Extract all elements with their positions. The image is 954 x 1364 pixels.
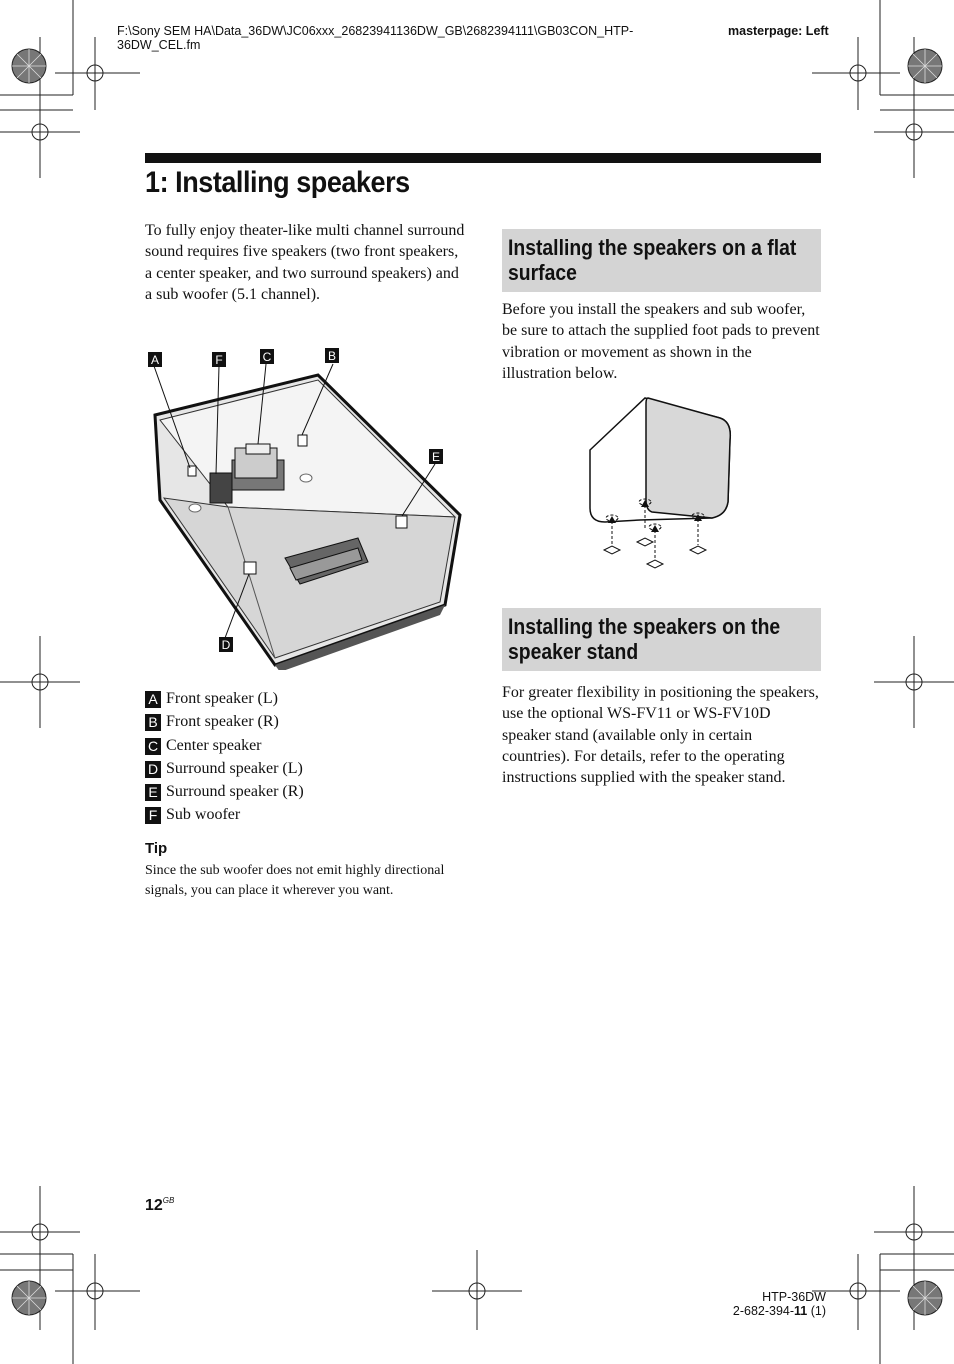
legend-item-c xyxy=(145,736,262,756)
page-number-suffix: GB xyxy=(162,1196,175,1205)
footer-model-code xyxy=(733,1290,826,1318)
legend-item-d xyxy=(145,759,303,779)
tip-heading: Tip xyxy=(145,840,168,857)
legend-item-e xyxy=(145,782,304,802)
callout-e: E xyxy=(431,450,441,464)
section-heading-line2: surface xyxy=(508,260,577,285)
legend-badge: D xyxy=(145,761,161,778)
tip-text: Since the sub woofer does not emit highly directional signals, you can place it wherever you want. xyxy=(145,863,445,898)
page-number xyxy=(145,1196,174,1215)
callout-f: F xyxy=(215,353,223,367)
model-number: HTP-36DW xyxy=(762,1290,826,1304)
legend-item-f xyxy=(145,805,240,825)
section-heading-line1: Installing the speakers on the xyxy=(508,614,781,639)
code-suffix: (1) xyxy=(807,1304,826,1318)
intro-paragraph: To fully enjoy theater-like multi channel surround sound requires five speakers (two front speakers, a center speaker, and two surround speakers) and a sub woofer (5.1 channel). xyxy=(145,222,465,303)
legend-text: Center speaker xyxy=(166,737,262,754)
legend-badge: A xyxy=(145,691,161,708)
file-path-line1: F:\Sony SEM HA\Data_36DW\JC06xxx_26823941136DW_GB\2682394111\GB03CON_HTP- xyxy=(117,24,634,38)
flat-surface-paragraph: Before you install the speakers and sub woofer, be sure to attach the supplied foot pads to prevent vibration or movement as shown in the illustration below. xyxy=(502,301,820,382)
document-code xyxy=(733,1304,826,1318)
callout-a: A xyxy=(150,353,160,367)
legend-badge: F xyxy=(145,807,161,824)
callout-b: B xyxy=(327,349,337,363)
file-path xyxy=(117,24,717,52)
section-heading-line2: speaker stand xyxy=(508,639,639,664)
speaker-stand-paragraph: For greater flexibility in positioning the speakers, use the optional WS-FV11 or WS-FV10D speaker stand (available only in certain countries). For details, refer to the operating instructions supplied with the speaker stand. xyxy=(502,684,819,787)
callout-c: C xyxy=(262,350,272,364)
legend-text: Front speaker (L) xyxy=(166,690,278,707)
legend-text: Sub woofer xyxy=(166,806,241,823)
legend-text: Front speaker (R) xyxy=(166,713,279,730)
code-bold: 11 xyxy=(794,1304,808,1318)
title-rule xyxy=(145,153,821,163)
section-heading-speaker-stand xyxy=(502,608,821,671)
legend-text: Surround speaker (L) xyxy=(166,760,303,777)
room-diagram xyxy=(140,340,470,670)
legend-item-a xyxy=(145,689,278,709)
legend-badge: E xyxy=(145,784,161,801)
masterpage-label: masterpage: Left xyxy=(728,24,829,38)
foot-pad-illustration xyxy=(580,390,740,575)
section-heading-line1: Installing the speakers on a flat xyxy=(508,235,797,260)
callout-d: D xyxy=(221,638,231,652)
page-title: 1: Installing speakers xyxy=(145,166,410,199)
legend-badge: C xyxy=(145,738,161,755)
code-prefix: 2-682-394- xyxy=(732,1304,795,1318)
legend-badge: B xyxy=(145,714,161,731)
file-path-line2: 36DW_CEL.fm xyxy=(117,38,201,52)
legend-text: Surround speaker (R) xyxy=(166,783,304,800)
legend-item-b xyxy=(145,712,279,732)
section-heading-flat-surface xyxy=(502,229,821,292)
page-number-value: 12 xyxy=(145,1197,163,1214)
